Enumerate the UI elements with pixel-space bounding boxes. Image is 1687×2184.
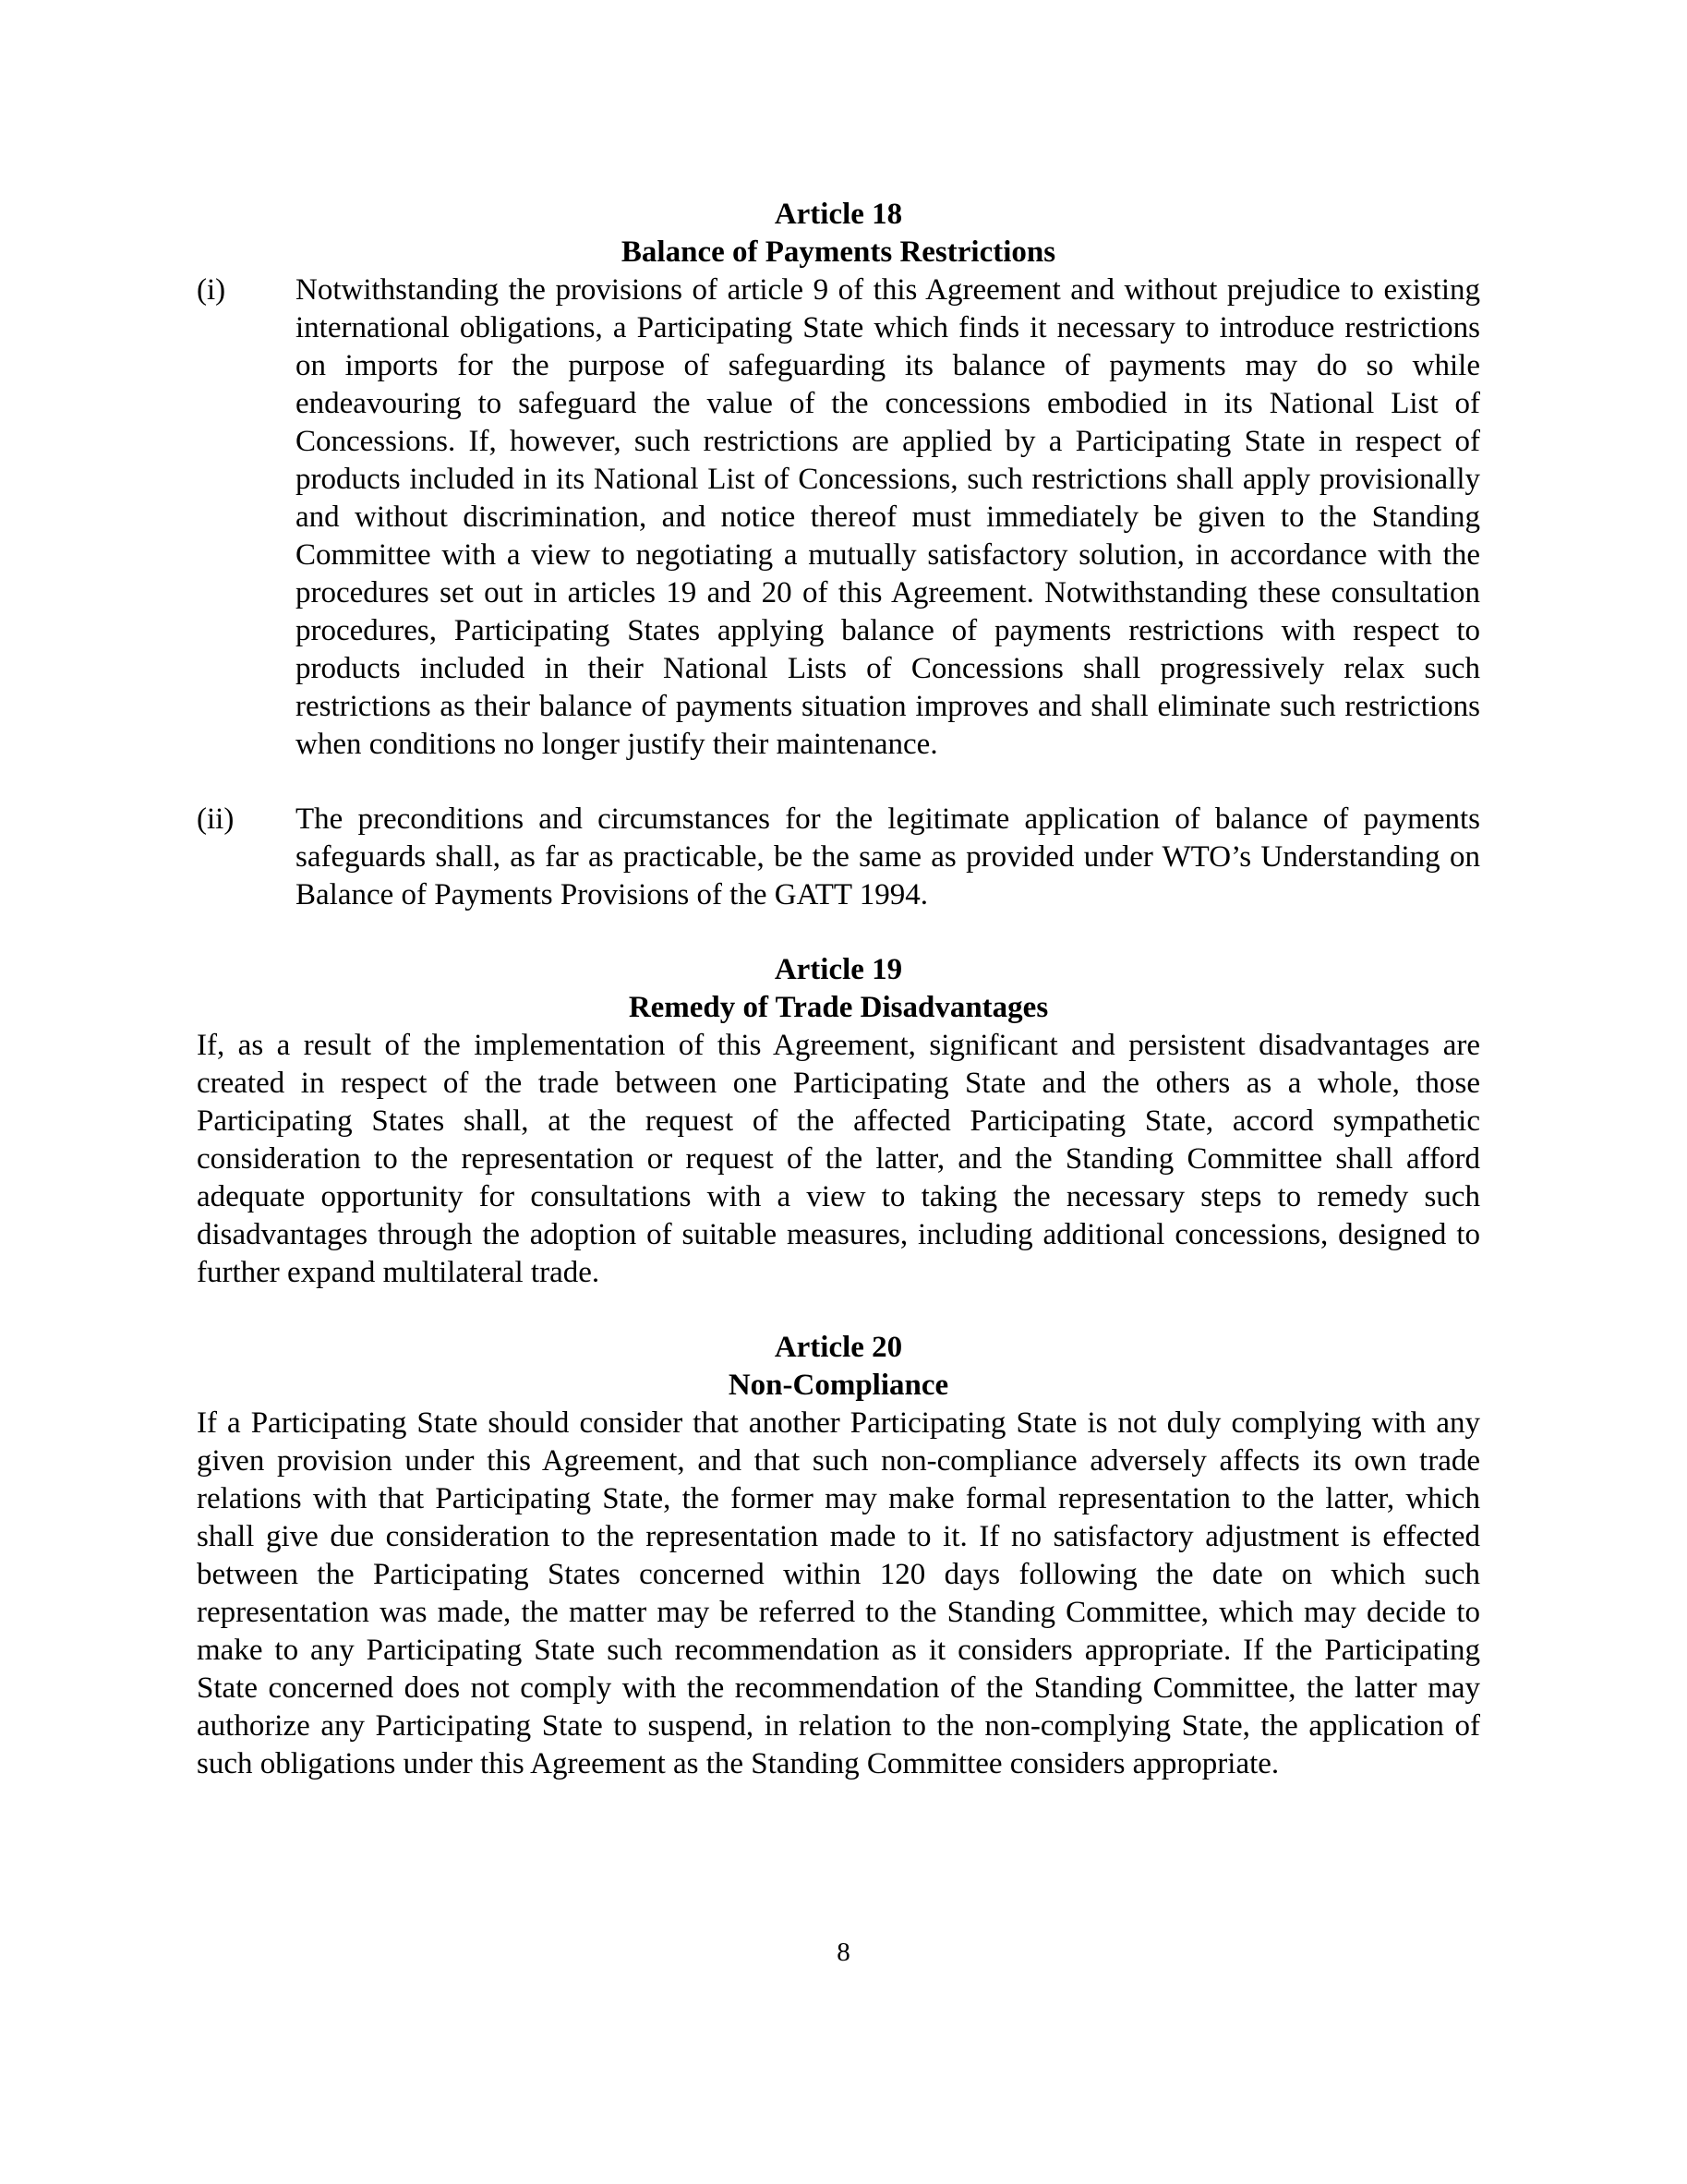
article-19-text: If, as a result of the implementation of this Agreement, significant and persistent disadvantages are created in respect of the trade between one Participating State and the others as a whole, those Participating States shall, at the request of the affected Participating State, accord sympathetic consideration to the representation or request of the latter, and the Standing Committee shall afford adequate opportunity for consultations with a view to taking the necessary steps to remedy such disadvantages through the adoption of suitable measures, including additional concessions, designed to further expand multilateral trade. xyxy=(197,1029,1480,1289)
page-number: 8 xyxy=(837,1937,850,1967)
article-18-title: Balance of Payments Restrictions xyxy=(621,235,1056,269)
article-19-number: Article 19 xyxy=(774,953,903,986)
document-page xyxy=(197,196,1480,1783)
article-18-item-i-text: Notwithstanding the provisions of article 9 of this Agreement and without prejudice to existing international obligations, a Participating State which finds it necessary to introduce restrictions on imports for the purpose of safeguarding its balance of payments may do so while endeavouring to safeguard the value of the concessions embodied in its National List of Concessions. If, however, such restrictions are applied by a Participating State in respect of products included in its National List of Concessions, such restrictions shall apply provisionally and without discrimination, and notice thereof must immediately be given to the Standing Committee with a view to negotiating a mutually satisfactory solution, in accordance with the procedures set out in articles 19 and 20 of this Agreement. Notwithstanding these consultation procedures, Participating States applying balance of payments restrictions with respect to products included in their National Lists of Concessions shall progressively relax such restrictions as their balance of payments situation improves and shall eliminate such restrictions when conditions no longer justify their maintenance. xyxy=(295,273,1480,761)
article-18 xyxy=(197,196,1480,914)
article-18-number: Article 18 xyxy=(774,198,903,231)
article-18-item-ii-text: The preconditions and circumstances for the legitimate application of balance of payments safeguards shall, as far as practicable, be the same as provided under WTO’s Understanding on Balance of Payments Provisions of the GATT 1994. xyxy=(295,802,1480,911)
article-19 xyxy=(197,951,1480,1292)
article-18-item-ii xyxy=(197,801,1480,914)
article-20-title: Non-Compliance xyxy=(728,1369,949,1402)
article-18-item-i xyxy=(197,271,1480,764)
article-20-text: If a Participating State should consider that another Participating State is not duly complying with any given provision under this Agreement, and that such non-compliance adversely affects its own trade relations with that Participating State, the former may make formal representation to the latter, which shall give due consideration to the representation made to it. If no satisfactory adjustment is effected between the Participating States concerned within 120 days following the date on which such representation was made, the matter may be referred to the Standing Committee, which may decide to make to any Participating State such recommendation as it considers appropriate. If the Participating State concerned does not comply with the recommendation of the Standing Committee, the latter may authorize any Participating State to suspend, in relation to the non-complying State, the application of such obligations under this Agreement as the Standing Committee considers appropriate. xyxy=(197,1406,1480,1780)
article-18-item-i-label: (i) xyxy=(197,273,226,307)
article-20-number: Article 20 xyxy=(774,1331,903,1364)
article-18-item-ii-label: (ii) xyxy=(197,802,235,836)
article-20 xyxy=(197,1329,1480,1783)
article-19-title: Remedy of Trade Disadvantages xyxy=(628,991,1049,1024)
